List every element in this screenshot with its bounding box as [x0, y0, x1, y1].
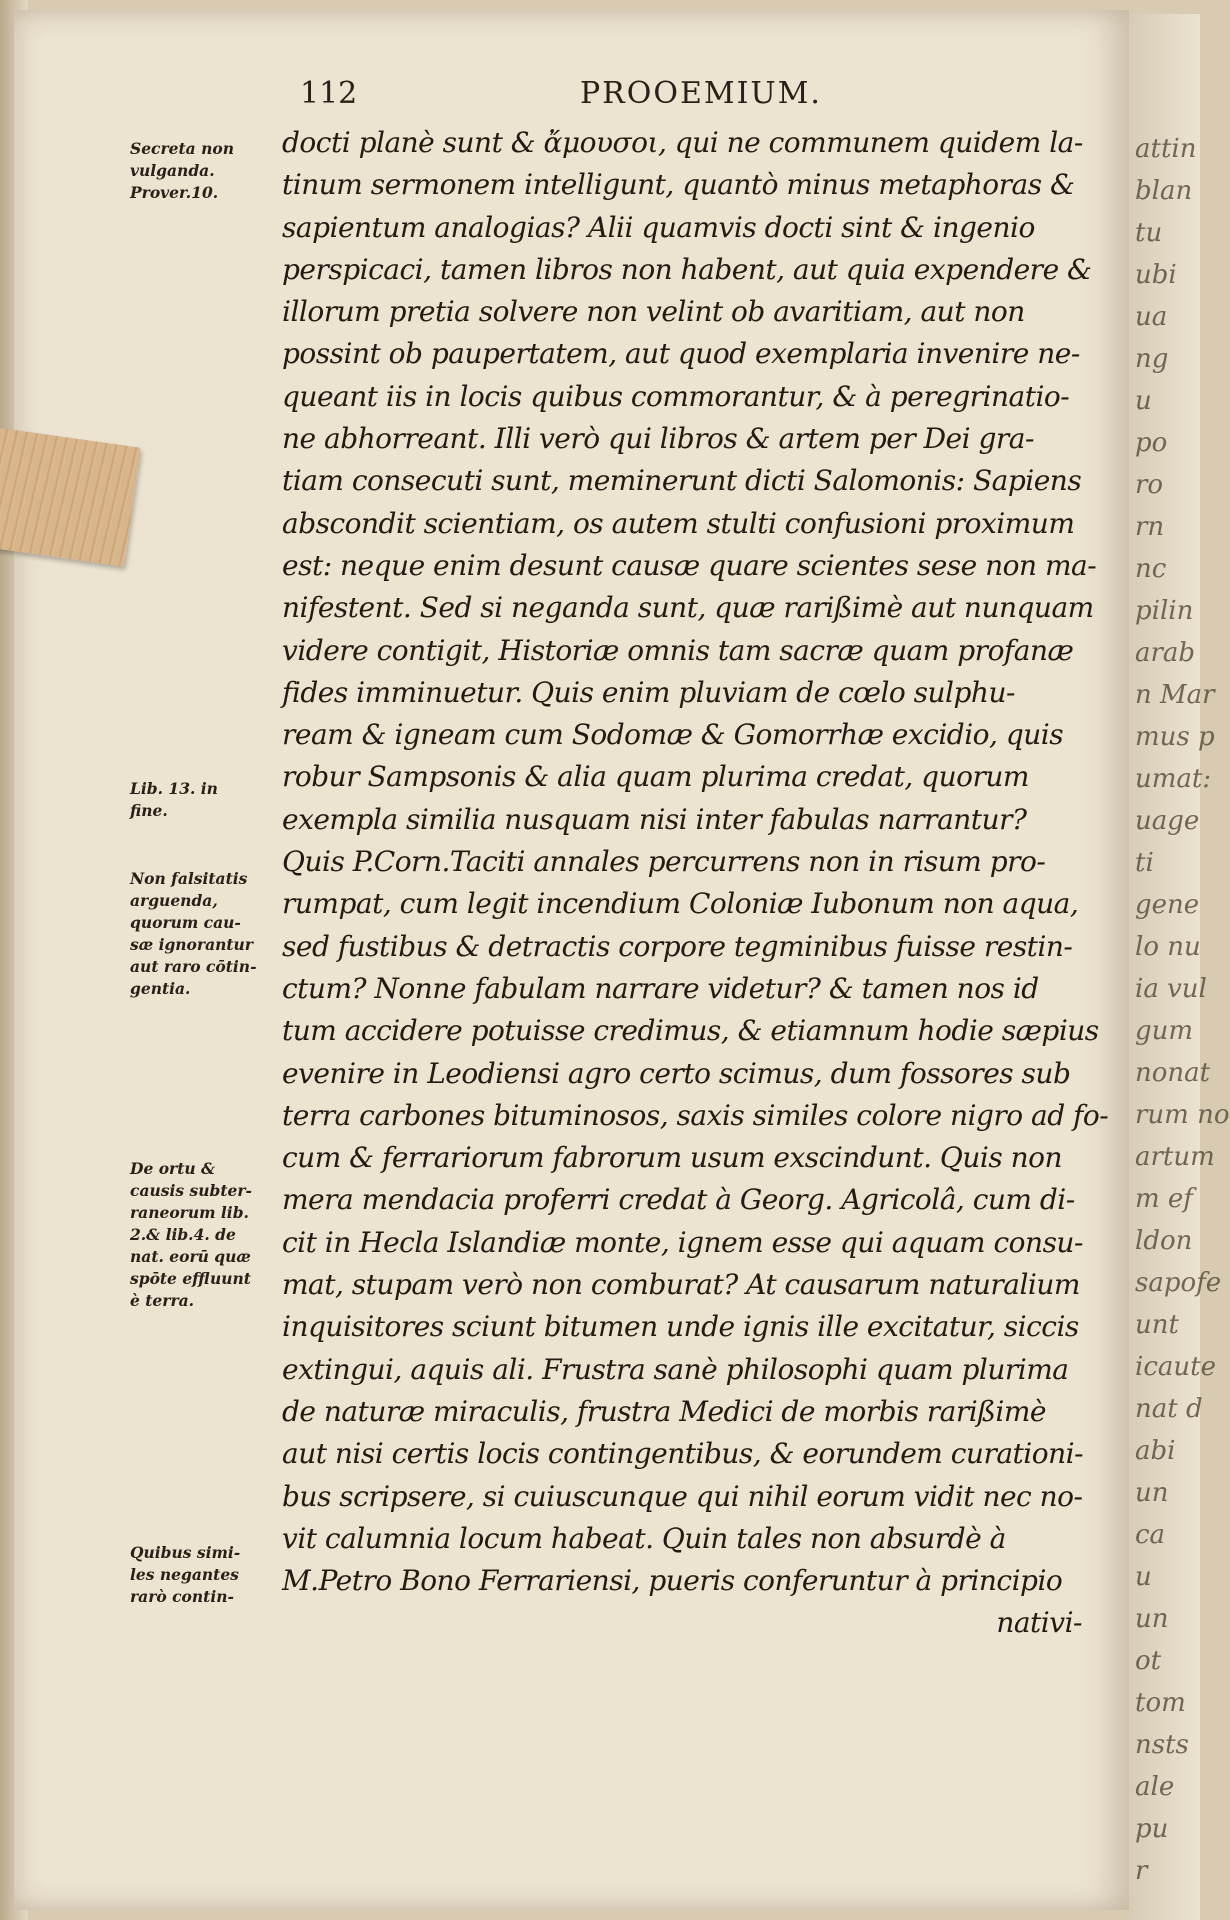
adjacent-page-fragment: attin — [1135, 134, 1197, 164]
text-line: sapientum analogias? Alii quamvis docti sint & ingenio — [282, 210, 1035, 244]
text-line: sed fustibus & detractis corpore tegminibus fuisse restin- — [282, 929, 1073, 963]
page-header — [300, 76, 1110, 116]
text-line: perspicaci, tamen libros non habent, aut quia expendere & — [282, 252, 1092, 286]
marginal-note-line: 2.& lib.4. de — [130, 1225, 236, 1244]
text-line: nifestent. Sed si neganda sunt, quæ rarißimè aut nunquam — [282, 591, 1094, 625]
marginal-note-line: gentia. — [130, 979, 191, 998]
page-number: 112 — [300, 76, 358, 111]
text-line: inquisitores sciunt bitumen unde ignis ille excitatur, siccis — [282, 1310, 1079, 1344]
marginal-note — [130, 778, 288, 822]
adjacent-page-fragment: un — [1135, 1478, 1169, 1508]
text-line: ctum? Nonne fabulam narrare videtur? & tamen nos id — [282, 971, 1039, 1005]
adjacent-page-fragment: mus p — [1135, 722, 1215, 752]
text-line: robur Sampsonis & alia quam plurima credat, quorum — [282, 760, 1029, 794]
adjacent-page-fragment: u — [1135, 1562, 1152, 1592]
text-line: evenire in Leodiensi agro certo scimus, dum fossores sub — [282, 1056, 1071, 1090]
text-line: cit in Hecla Islandiæ monte, ignem esse qui aquam consu- — [282, 1225, 1083, 1259]
catchword: nativi- — [996, 1606, 1082, 1640]
marginal-note — [130, 138, 288, 204]
adjacent-page-fragment: m ef — [1135, 1184, 1193, 1214]
text-line: abscondit scientiam, os autem stulti confusioni proximum — [282, 506, 1075, 540]
adjacent-page-fragment: ca — [1135, 1520, 1166, 1550]
adjacent-page-fragment: po — [1135, 428, 1168, 458]
adjacent-page-fragment: ro — [1135, 470, 1164, 500]
adjacent-page-fragment: lo nu — [1135, 932, 1201, 962]
wooden-page-holder — [0, 428, 141, 567]
text-line: aut nisi certis locis contingentibus, & eorundem curationi- — [282, 1437, 1084, 1471]
adjacent-page-fragment: nat d — [1135, 1394, 1203, 1424]
adjacent-page-fragment: ubi — [1135, 260, 1177, 290]
text-line: possint ob paupertatem, aut quod exemplaria invenire ne- — [282, 337, 1080, 371]
adjacent-page-fragment: tom — [1135, 1688, 1186, 1718]
text-line: est: neque enim desunt causæ quare scientes sese non ma- — [282, 548, 1097, 582]
adjacent-page-fragment: unt — [1135, 1310, 1179, 1340]
adjacent-page-fragment: nc — [1135, 554, 1167, 584]
adjacent-page-fragment: rum no — [1135, 1100, 1230, 1130]
marginal-note-line: raneorum lib. — [130, 1203, 249, 1222]
marginal-note-line: Quibus simi- — [130, 1543, 241, 1562]
adjacent-page-fragment: r — [1135, 1856, 1148, 1886]
text-line: cum & ferrariorum fabrorum usum exscindunt. Quis non — [282, 1141, 1063, 1175]
text-line: Quis P.Corn.Taciti annales percurrens non in risum pro- — [282, 845, 1046, 879]
text-line: queant iis in locis quibus commorantur, & à peregrinatio- — [282, 379, 1070, 413]
running-head: PROOEMIUM. — [580, 76, 822, 111]
text-line: vit calumnia locum habeat. Quin tales non absurdè à — [282, 1521, 1006, 1555]
adjacent-page-fragment: umat: — [1135, 764, 1212, 794]
marginal-note-line: è terra. — [130, 1291, 195, 1310]
adjacent-page-fragment: nonat — [1135, 1058, 1211, 1088]
text-line: extingui, aquis ali. Frustra sanè philosophi quam plurima — [282, 1352, 1069, 1386]
adjacent-page-fragment: sapofe — [1135, 1268, 1222, 1298]
text-line: de naturæ miraculis, frustra Medici de morbis rarißimè — [282, 1394, 1046, 1428]
adjacent-page-fragment: ot — [1135, 1646, 1162, 1676]
adjacent-page-fragment: arab — [1135, 638, 1196, 668]
marginal-note-line: fine. — [130, 801, 168, 820]
marginal-note-line: spōte effluunt — [130, 1269, 251, 1288]
marginal-note-line: Prover.10. — [130, 183, 219, 202]
marginal-note-line: quorum cau- — [130, 913, 241, 932]
adjacent-page-fragment: ldon — [1135, 1226, 1193, 1256]
marginal-note-line: aut raro cōtin- — [130, 957, 257, 976]
text-line: bus scripsere, si cuiuscunque qui nihil eorum vidit nec no- — [282, 1479, 1083, 1513]
adjacent-page-fragment: nsts — [1135, 1730, 1189, 1760]
adjacent-page-fragment: n Mar — [1135, 680, 1215, 710]
text-line: mera mendacia proferri credat à Georg. Agricolâ, cum di- — [282, 1183, 1075, 1217]
adjacent-page-fragment: pilin — [1135, 596, 1194, 626]
text-line: tiam consecuti sunt, meminerunt dicti Salomonis: Sapiens — [282, 464, 1082, 498]
marginal-note — [130, 868, 288, 1000]
text-line: rumpat, cum legit incendium Coloniæ Iubonum non aqua, — [282, 887, 1079, 921]
text-line: tinum sermonem intelligunt, quantò minus metaphoras & — [282, 168, 1075, 202]
marginal-note-line: sæ ignorantur — [130, 935, 253, 954]
adjacent-page-fragment: gum — [1135, 1016, 1194, 1046]
adjacent-page-fragment: uage — [1135, 806, 1200, 836]
marginal-note-line: Secreta non — [130, 139, 234, 158]
text-line: M.Petro Bono Ferrariensi, pueris conferuntur à principio — [282, 1564, 1063, 1598]
text-line: illorum pretia solvere non velint ob avaritiam, aut non — [282, 295, 1025, 329]
body-text — [282, 122, 1112, 1645]
marginal-note-line: Lib. 13. in — [130, 779, 218, 798]
adjacent-page-fragment: icaute — [1135, 1352, 1216, 1382]
text-line: docti planè sunt & ἄμουσοι, qui ne communem quidem la- — [282, 126, 1083, 159]
adjacent-page-fragment: pu — [1135, 1814, 1169, 1844]
text-line: videre contigit, Historiæ omnis tam sacræ quam profanæ — [282, 633, 1074, 667]
marginal-note-line: les negantes — [130, 1565, 239, 1584]
adjacent-page-fragment: tu — [1135, 218, 1163, 248]
adjacent-page-fragment: artum — [1135, 1142, 1215, 1172]
marginal-note — [130, 1158, 288, 1312]
adjacent-page-edge — [1129, 14, 1230, 1920]
adjacent-page-fragment: rn — [1135, 512, 1165, 542]
adjacent-page-fragment: un — [1135, 1604, 1169, 1634]
adjacent-page-fragment: ng — [1135, 344, 1169, 374]
marginal-note-line: rarò contin- — [130, 1587, 234, 1606]
adjacent-page-fragment: ti — [1135, 848, 1154, 878]
text-line: terra carbones bituminosos, saxis similes colore nigro ad fo- — [282, 1098, 1109, 1132]
text-line: mat, stupam verò non comburat? At causarum naturalium — [282, 1268, 1080, 1302]
adjacent-page-fragment: ia vul — [1135, 974, 1207, 1004]
adjacent-page-fragment: blan — [1135, 176, 1193, 206]
text-line: tum accidere potuisse credimus, & etiamnum hodie sæpius — [282, 1014, 1099, 1048]
marginal-note-line: Non falsitatis — [130, 869, 248, 888]
adjacent-page-fragment: ua — [1135, 302, 1168, 332]
adjacent-page-fragment: ale — [1135, 1772, 1175, 1802]
text-line: ream & igneam cum Sodomæ & Gomorrhæ excidio, quis — [282, 718, 1064, 752]
marginal-note-line: vulganda. — [130, 161, 215, 180]
text-line: exempla similia nusquam nisi inter fabulas narrantur? — [282, 802, 1027, 836]
marginal-note-line: De ortu & — [130, 1159, 216, 1178]
marginal-note-line: causis subter- — [130, 1181, 252, 1200]
text-line: ne abhorreant. Illi verò qui libros & artem per Dei gra- — [282, 422, 1034, 456]
adjacent-page-fragment: abi — [1135, 1436, 1176, 1466]
marginal-note-line: arguenda, — [130, 891, 218, 910]
marginal-note — [130, 1542, 288, 1608]
marginal-note-line: nat. eorū quæ — [130, 1247, 251, 1266]
text-line: fides imminuetur. Quis enim pluviam de cœlo sulphu- — [282, 675, 1015, 709]
adjacent-page-fragment: gene — [1135, 890, 1200, 920]
adjacent-page-fragment: u — [1135, 386, 1152, 416]
